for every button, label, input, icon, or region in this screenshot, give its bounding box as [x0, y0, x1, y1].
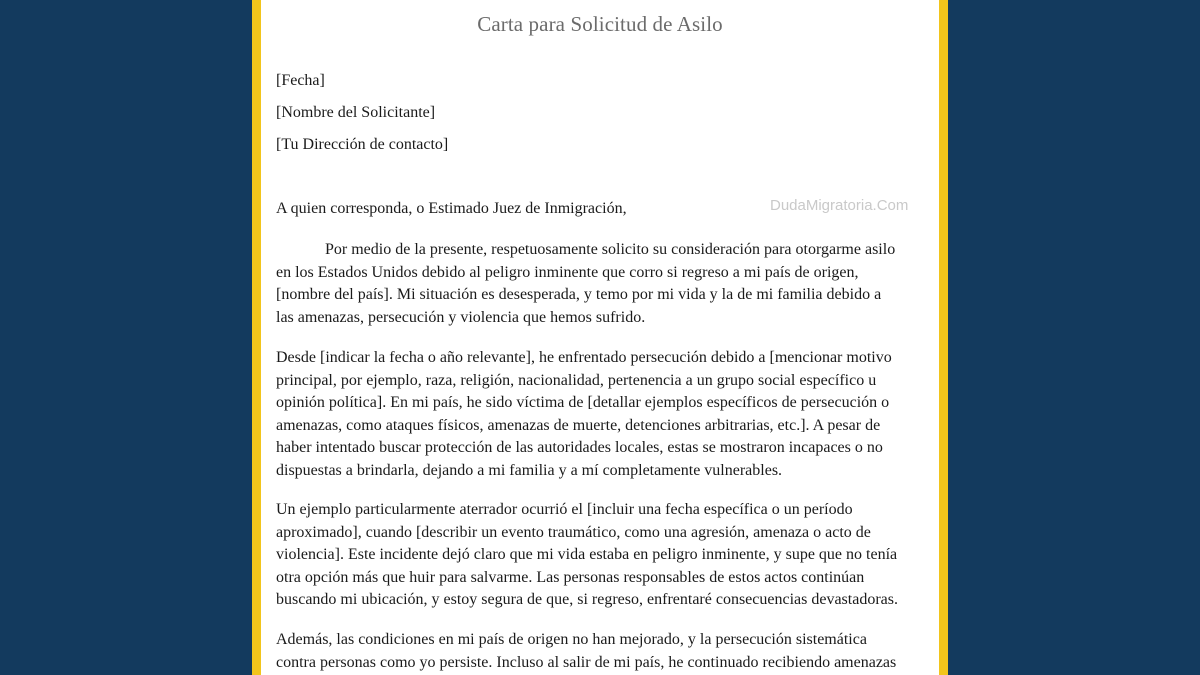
paragraph-line: Por medio de la presente, respetuosamente solicito su consideración para otorgarme asilo — [325, 241, 896, 258]
paragraph-line: aproximado], cuando [describir un evento traumático, como una agresión, amenaza o acto de — [276, 523, 871, 541]
paragraph-line: Además, las condiciones en mi país de origen no han mejorado, y la persecución sistemática — [276, 631, 867, 648]
paragraph-line: opinión política]. En mi país, he sido víctima de [detallar ejemplos específicos de persecución o — [276, 394, 890, 411]
paragraph-line: las amenazas, persecución y violencia que hemos sufrido. — [276, 308, 646, 326]
paragraph-line: dispuestas a brindarla, dejando a mi familia y a mí completamente vulnerables. — [276, 461, 783, 479]
paragraph-line: Desde [indicar la fecha o año relevante], he enfrentado persecución debido a [mencionar motivo — [276, 349, 892, 366]
paragraph-line: haber intentado buscar protección de las autoridades locales, estas se mostraron incapaces o no — [276, 439, 883, 456]
document-page — [261, 0, 939, 675]
applicant-name-field: [Nombre del Solicitante] — [276, 104, 436, 121]
paragraph-line: principal, por ejemplo, raza, religión, nacionalidad, pertenencia a un grupo social específico u — [276, 371, 877, 389]
paragraph-line: violencia]. Este incidente dejó claro que mi vida estaba en peligro inminente, y supe que no tenía — [276, 546, 898, 563]
date-field: [Fecha] — [276, 72, 325, 89]
paragraph-1 — [276, 239, 924, 329]
paragraph-line: [nombre del país]. Mi situación es desesperada, y temo por mi vida y la de mi familia debido a — [276, 286, 882, 303]
paragraph-line: amenazas, como ataques físicos, amenazas de muerte, detenciones arbitrarias, etc.]. A pesar de — [276, 416, 881, 434]
paragraph-4 — [276, 629, 924, 674]
paragraph-line: en los Estados Unidos debido al peligro inminente que corro si regreso a mi país de origen, — [276, 263, 859, 281]
paragraph-line: Un ejemplo particularmente aterrador ocurrió el [incluir una fecha específica o un período — [276, 501, 853, 518]
paragraph-line: buscando mi ubicación, y estoy segura de que, si regreso, enfrentaré consecuencias devastadoras. — [276, 591, 898, 608]
document-title: Carta para Solicitud de Asilo — [477, 12, 723, 36]
contact-address-field: [Tu Dirección de contacto] — [276, 136, 449, 153]
paragraph-2 — [276, 347, 924, 482]
salutation: A quien corresponda, o Estimado Juez de Inmigración, — [276, 200, 627, 217]
paragraph-line: contra personas como yo persiste. Incluso al salir de mi país, he continuado recibiendo amenazas — [276, 653, 897, 671]
paragraph-3 — [276, 499, 924, 612]
paragraph-line: otra opción más que huir para salvarme. Las personas responsables de estos actos continúan — [276, 568, 865, 586]
watermark: DudaMigratoria.Com — [770, 197, 909, 214]
